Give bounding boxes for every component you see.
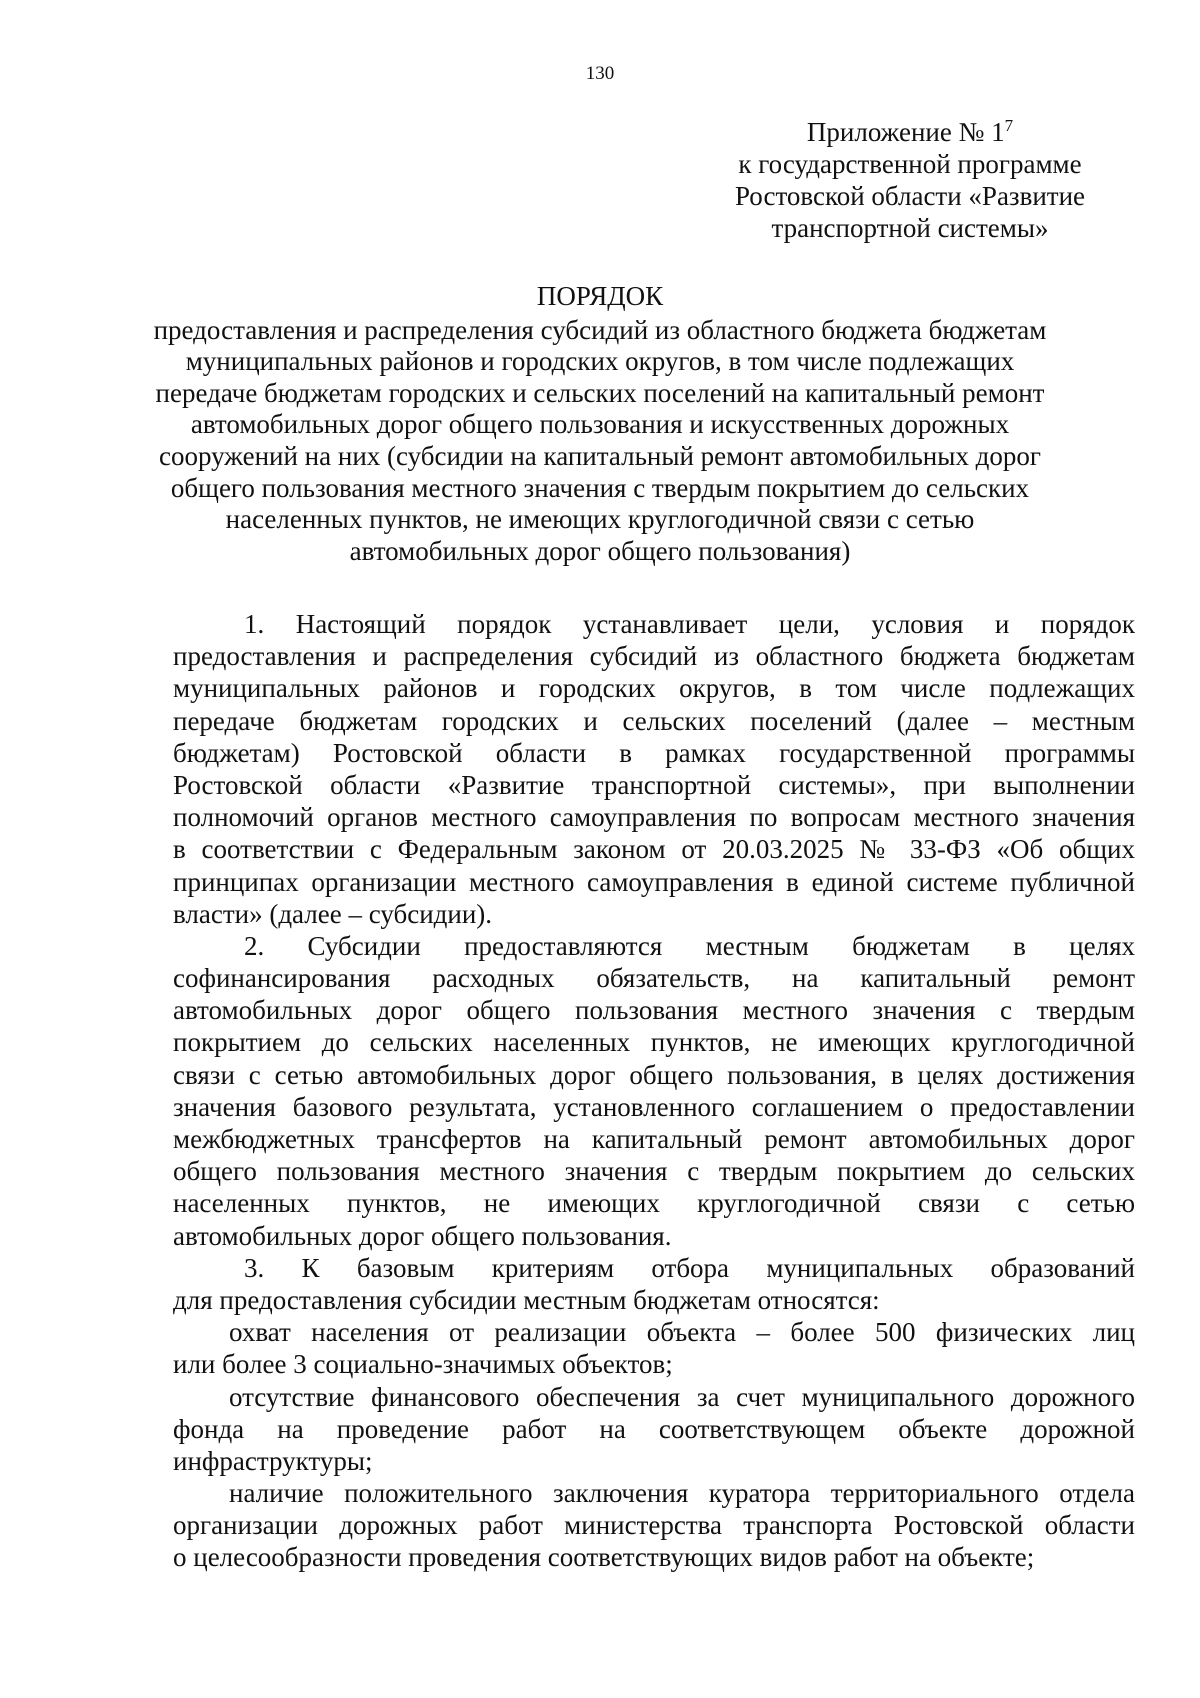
- paragraph-line: 1. Настоящий порядок устанавливает цели, условия и порядок: [244, 609, 1135, 639]
- paragraph-line: покрытием до сельских населенных пунктов, не имеющих круглогодичной: [173, 1027, 1135, 1058]
- paragraph-line: межбюджетных трансфертов на капитальный ремонт автомобильных дорог: [173, 1124, 1135, 1154]
- paragraph-line: наличие положительного заключения куратора территориального отдела: [229, 1478, 1135, 1509]
- paragraph-line: передаче бюджетам городских и сельских поселений (далее – местным: [173, 705, 1135, 736]
- paragraph-line: принципах организации местного самоуправления в единой системе публичной: [173, 866, 1135, 897]
- heading-line: населенных пунктов, не имеющих круглогодичной связи с сетью: [225, 504, 975, 535]
- paragraph-line: значения базового результата, установленного соглашением о предоставлении: [173, 1091, 1135, 1122]
- paragraph-line: организации дорожных работ министерства транспорта Ростовской области: [173, 1510, 1135, 1541]
- heading-line: автомобильных дорог общего пользования и искусственных дорожных: [190, 409, 1010, 440]
- paragraph-line: или более 3 социально-значимых объектов;: [173, 1349, 673, 1380]
- paragraph-line: власти» (далее – субсидии).: [173, 898, 493, 929]
- criterion-2: [173, 1381, 1135, 1478]
- paragraph-line: автомобильных дорог общего пользования местного значения с твердым: [173, 995, 1135, 1026]
- paragraph-line: полномочий органов местного самоуправления по вопросам местного значения: [173, 802, 1135, 833]
- criterion-1: [173, 1316, 1135, 1380]
- appendix-line-3: Ростовской области «Развитие: [734, 181, 1086, 211]
- heading-line: передаче бюджетам городских и сельских поселений на капитальный ремонт: [155, 377, 1045, 408]
- paragraph-line: охват населения от реализации объекта – более 500 физических лиц: [229, 1317, 1135, 1348]
- heading-line: общего пользования местного значения с твердым покрытием до сельских: [170, 472, 1030, 503]
- paragraph-line: населенных пунктов, не имеющих круглогодичной связи с сетью: [173, 1188, 1135, 1219]
- paragraph-line: для предоставления субсидии местным бюджетам относятся:: [173, 1284, 880, 1315]
- heading-line: предоставления и распределения субсидий из областного бюджета бюджетам: [153, 314, 1047, 345]
- appendix-title: Приложение № 1: [806, 117, 1005, 147]
- paragraph-line: муниципальных районов и городских округов, в том числе подлежащих: [173, 673, 1135, 704]
- paragraph-line: инфраструктуры;: [173, 1445, 373, 1476]
- paragraph-line: софинансирования расходных обязательств, на капитальный ремонт: [173, 963, 1135, 994]
- document-title: ПОРЯДОК: [536, 281, 664, 311]
- appendix-block: [700, 116, 1120, 244]
- paragraph-line: отсутствие финансового обеспечения за счет муниципального дорожного: [229, 1381, 1135, 1412]
- document-heading: [150, 281, 1050, 567]
- paragraph-line: общего пользования местного значения с твердым покрытием до сельских: [173, 1156, 1135, 1187]
- paragraph-line: предоставления и распределения субсидий из областного бюджета бюджетам: [173, 641, 1135, 672]
- page-number: 130: [585, 63, 615, 84]
- heading-line: муниципальных районов и городских округов, в том числе подлежащих: [185, 346, 1015, 377]
- paragraph-1: [173, 608, 1135, 930]
- appendix-line-1: [700, 116, 1120, 148]
- criterion-3: [173, 1477, 1135, 1574]
- document-body: [173, 608, 1135, 1574]
- paragraph-line: о целесообразности проведения соответствующих видов работ на объекте;: [173, 1542, 1035, 1573]
- paragraph-line: автомобильных дорог общего пользования.: [173, 1220, 672, 1251]
- paragraph-line: Ростовской области «Развитие транспортной системы», при выполнении: [173, 769, 1135, 800]
- paragraph-line: в соответствии с Федеральным законом от 20.03.2025 № 33-ФЗ «Об общих: [173, 834, 1135, 865]
- paragraph-2: [173, 930, 1135, 1252]
- paragraph-line: бюджетам) Ростовской области в рамках государственной программы: [173, 737, 1135, 768]
- paragraph-line: фонда на проведение работ на соответствующем объекте дорожной: [173, 1413, 1135, 1444]
- appendix-superscript: 7: [1004, 116, 1014, 135]
- heading-line: сооружений на них (субсидии на капитальный ремонт автомобильных дорог: [159, 440, 1041, 471]
- paragraph-3: [173, 1252, 1135, 1316]
- appendix-line-4: транспортной системы»: [771, 213, 1049, 243]
- heading-line: автомобильных дорог общего пользования): [349, 535, 851, 566]
- paragraph-line: 2. Субсидии предоставляются местным бюджетам в целях: [244, 930, 1135, 961]
- appendix-line-2: к государственной программе: [738, 149, 1082, 179]
- paragraph-line: связи с сетью автомобильных дорог общего пользования, в целях достижения: [173, 1059, 1135, 1090]
- paragraph-line: 3. К базовым критериям отбора муниципальных образований: [244, 1252, 1135, 1283]
